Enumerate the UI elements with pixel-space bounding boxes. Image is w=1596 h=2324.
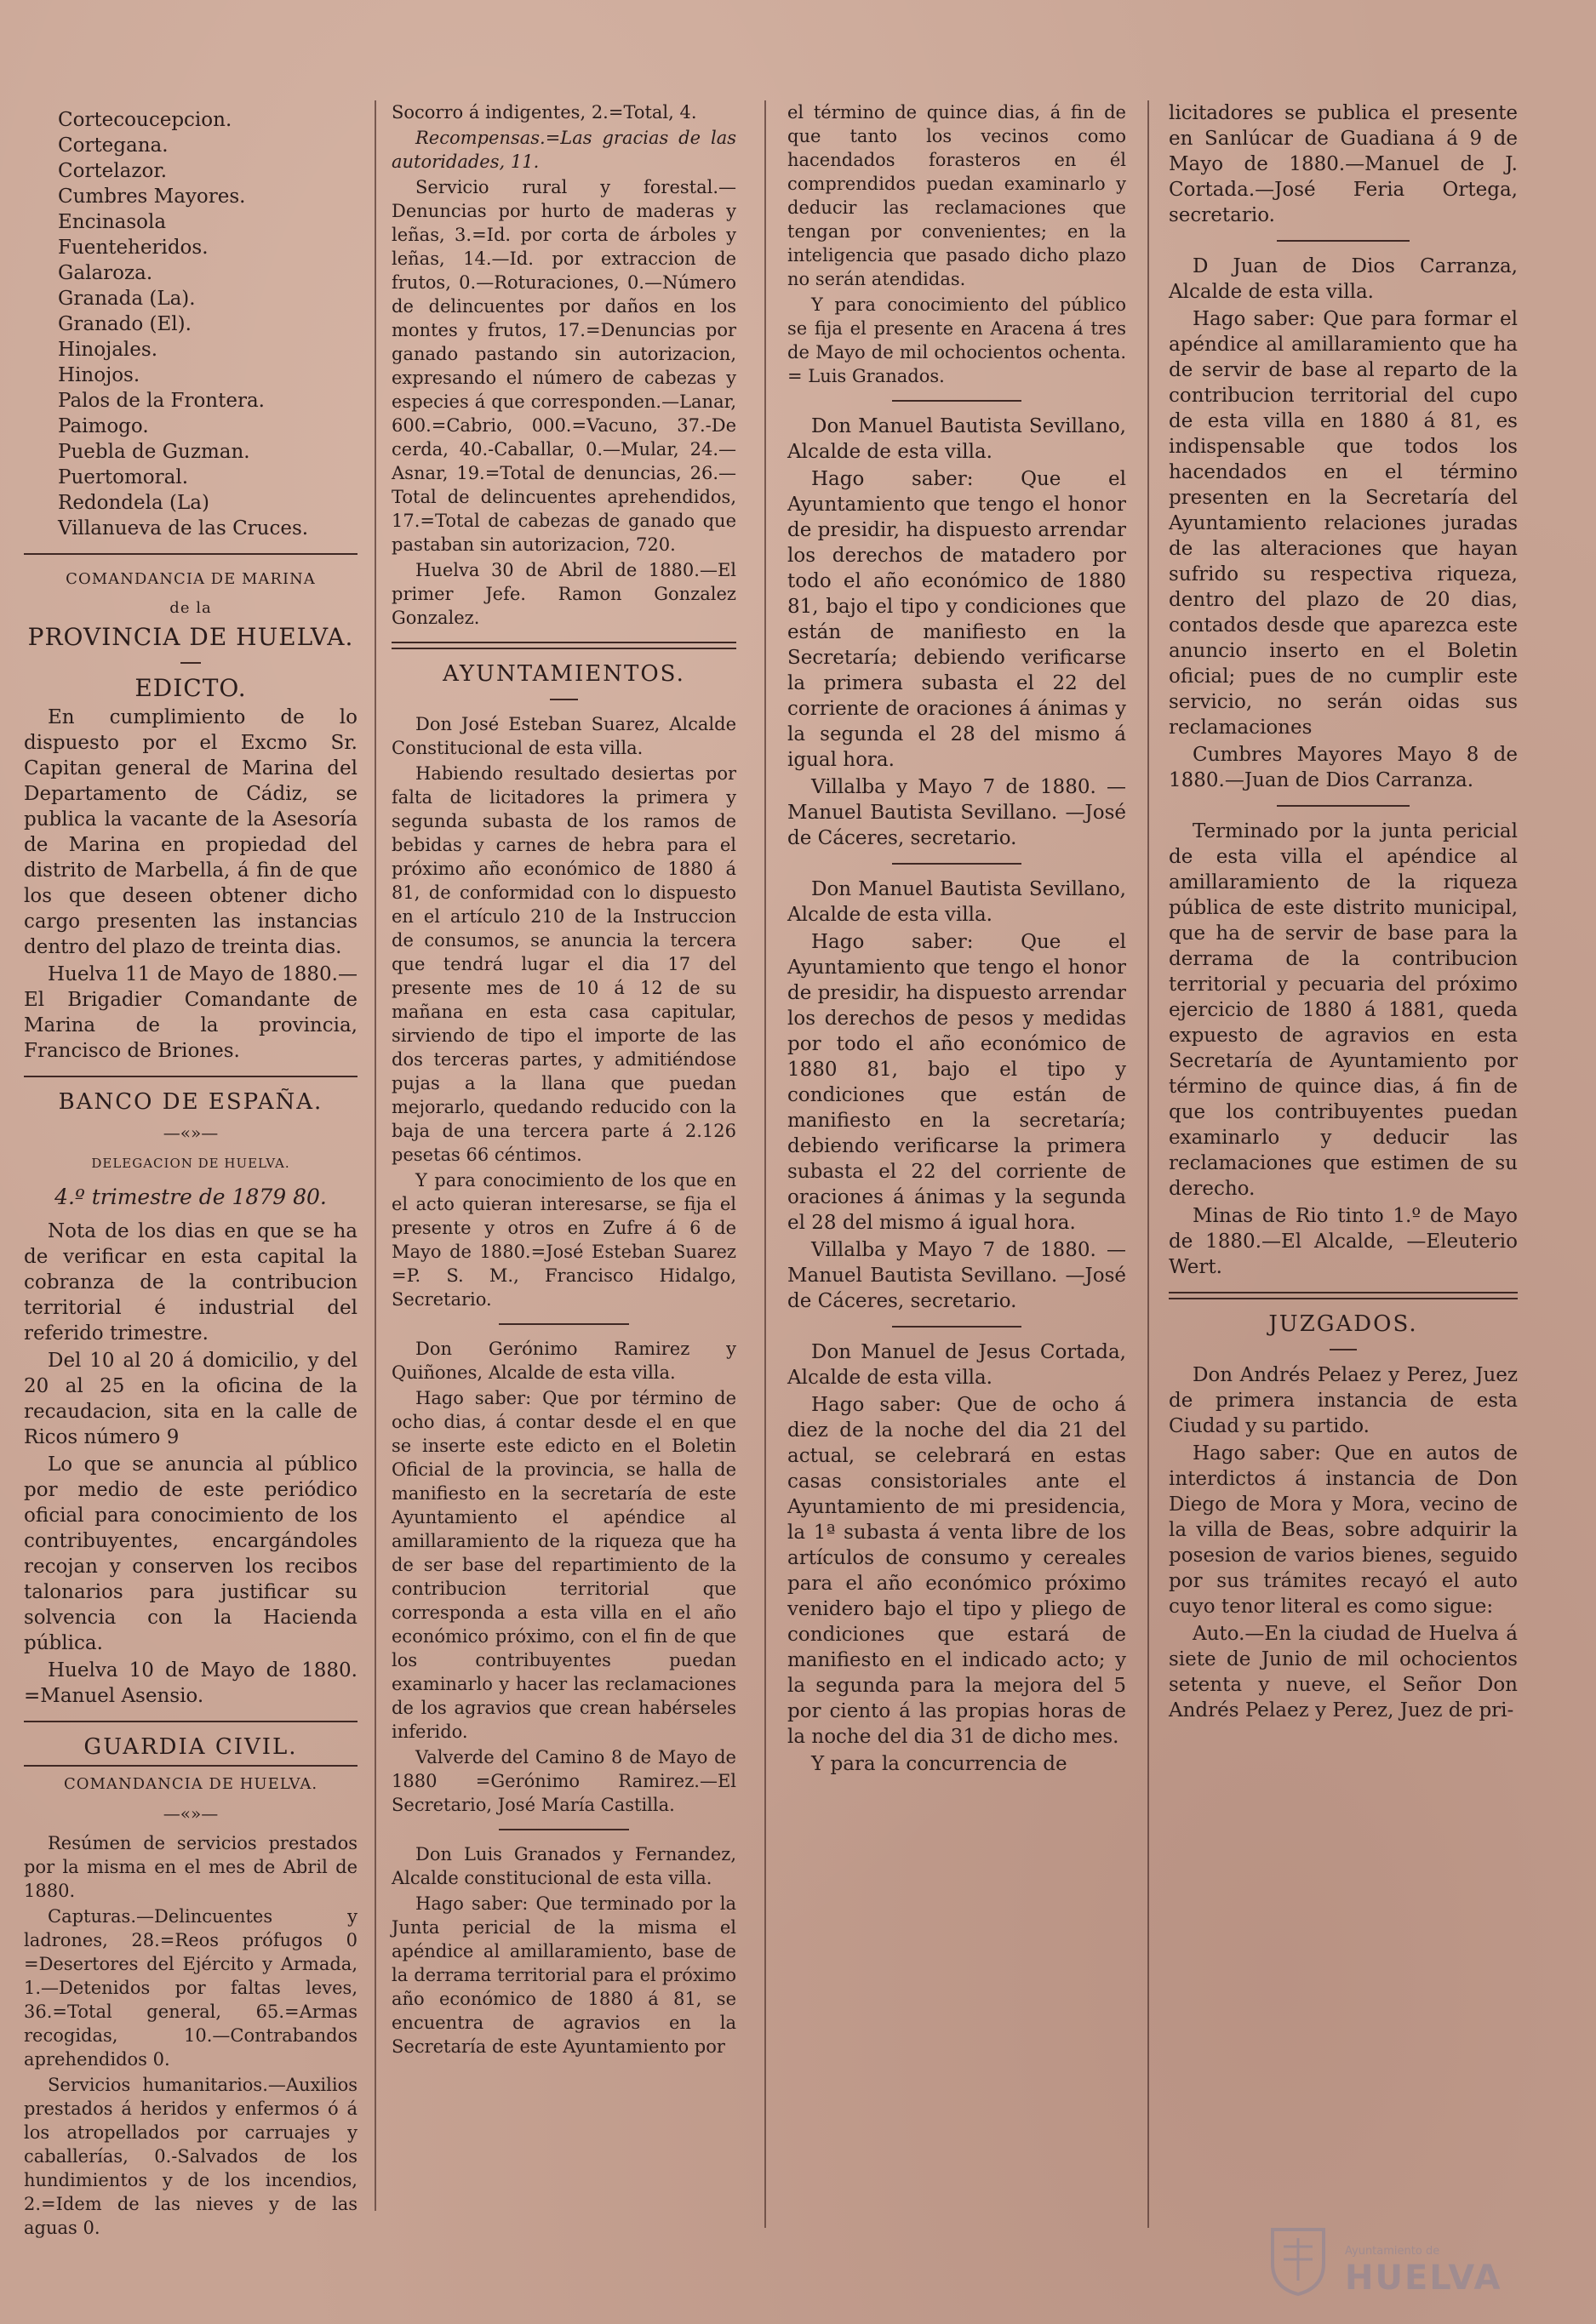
- paragraph: el término de quince dias, á fin de que tanto los vecinos como hacendados forasteros en él comprendidos puedan examinarlo y deducir las reclamaciones que tengan por convenientes; en la inteligencia que pasado dicho plazo no serán atendidas.: [787, 102, 1126, 289]
- list-item: Redondela (La): [58, 492, 209, 514]
- signature: Huelva 10 de Mayo de 1880. =Manuel Asensio.: [24, 1659, 358, 1707]
- list-item: Villanueva de las Cruces.: [58, 517, 309, 540]
- paragraph: Terminado por la junta pericial de esta villa el apéndice al amillaramiento de la riqueza pública de este distrito municipal, que ha de servir de base para la derrama de la contribucion territorial y pecuaria del próximo ejercicio de 1880 á 1881, queda expuesto de agravios en esta Secretaría de Ayuntamiento por término de quince dias, á fin de que los contribuyentes puedan examinarlo y deducir las reclamaciones que estimen de su derecho.: [1169, 820, 1518, 1200]
- notice-divider: [892, 400, 1021, 402]
- paragraph: Servicios humanitarios.—Auxilios prestados á heridos y enfermos ó á los atropellados por carruajes y caballerías, 0.-Salvados de los hundimientos y de los incendios, 2.=Idem de las nieves y de las aguas 0.: [24, 2075, 358, 2238]
- column-rule: [375, 100, 376, 2211]
- watermark-small-text: Ayuntamiento de: [1345, 2245, 1440, 2258]
- signature: Villalba y Mayo 7 de 1880. —Manuel Bautista Sevillano. —José de Cáceres, secretario.: [787, 776, 1126, 849]
- town-list: [58, 107, 358, 541]
- paragraph: Nota de los dias en que se ha de verificar en esta capital la cobranza de la contribucion territorial é industrial del referido trimestre.: [24, 1220, 358, 1345]
- notice-divider: [892, 863, 1021, 865]
- notice-heading: Don Manuel de Jesus Cortada, Alcalde de esta villa.: [787, 1341, 1126, 1389]
- signature: Y para conocimiento del público se fija el presente en Aracena á tres de Mayo de mil ochocientos ochenta. = Luis Granados.: [787, 294, 1126, 386]
- signature: Cumbres Mayores Mayo 8 de 1880.—Juan de Dios Carranza.: [1169, 744, 1518, 791]
- paragraph: Lo que se anuncia al público por medio de este periódico oficial para conocimiento de los contribuyentes, encargándoles recojan y conserven los recibos talonarios para justificar su solvencia con la Hacienda pública.: [24, 1453, 358, 1654]
- section-heading: JUZGADOS.: [1268, 1311, 1418, 1337]
- section-subheading: DELEGACION DE HUELVA.: [91, 1156, 290, 1171]
- list-item: Cortelazor.: [58, 160, 168, 182]
- paragraph: Y para la concurrencia de: [811, 1753, 1067, 1775]
- section-heading: AYUNTAMIENTOS.: [443, 661, 685, 687]
- paragraph: Socorro á indigentes, 2.=Total, 4.: [392, 102, 697, 123]
- ornament: —«»—: [163, 1803, 219, 1824]
- watermark-big-text: HUELVA: [1345, 2258, 1502, 2298]
- notice-heading: Don Gerónimo Ramirez y Quiñones, Alcalde de esta villa.: [392, 1339, 736, 1383]
- list-item: Fuenteheridos.: [58, 237, 209, 259]
- paragraph: licitadores se publica el presente en Sanlúcar de Guadiana á 9 de Mayo de 1880.—Manuel de J. Cortada.—José Feria Ortega, secretario.: [1169, 102, 1518, 226]
- paragraph: Recompensas.=Las gracias de las autoridades, 11.: [392, 128, 736, 172]
- notice-heading: Don Luis Granados y Fernandez, Alcalde constitucional de esta villa.: [392, 1844, 736, 1888]
- list-item: Cumbres Mayores.: [58, 186, 246, 208]
- edicto-title: EDICTO.: [134, 674, 247, 702]
- section-heading: BANCO DE ESPAÑA.: [58, 1089, 323, 1115]
- list-item: Paimogo.: [58, 415, 149, 437]
- paragraph: Hago saber: Que el Ayuntamiento que tengo el honor de presidir, ha dispuesto arrendar los derechos de matadero por todo el año económico de 1880 81, bajo el tipo y condiciones que están de manifiesto en la Secretaría; debiendo verificarse la primera subasta el 22 del corriente de oraciones á ánimas y la segunda el 28 del mismo á igual hora.: [787, 468, 1126, 771]
- ornament: —«»—: [163, 1122, 219, 1143]
- ornament-dash: [180, 662, 201, 664]
- paragraph: Hago saber: Que el Ayuntamiento que tengo el honor de presidir, ha dispuesto arrendar los derechos de pesos y medidas por todo el año económico de 1880 81, bajo el tipo y condiciones que están de manifiesto en la secretaría; debiendo verificarse la primera subasta el 22 del corriente de oraciones á ánimas y la segunda el 28 del mismo á igual hora.: [787, 931, 1126, 1234]
- column-2: [392, 100, 736, 2222]
- list-item: Hinojales.: [58, 339, 157, 361]
- signature: Y para conocimiento de los que en el acto quieran interesarse, se fija el presente y otros en Zufre á 6 de Mayo de 1880.=José Esteban Suarez =P. S. M., Francisco Hidalgo, Secretario.: [392, 1170, 736, 1310]
- notice-divider: [892, 1326, 1021, 1328]
- notice-heading: Don Manuel Bautista Sevillano, Alcalde de esta villa.: [787, 878, 1126, 926]
- paragraph: En cumplimiento de lo dispuesto por el Excmo Sr. Capitan general de Marina del Departamento de Cádiz, se publica la vacante de la Asesoría de Marina en propiedad del distrito de Marbella, á fin de que los que deseen obtener dicho cargo presenten las instancias dentro del plazo de treinta dias.: [24, 706, 358, 958]
- list-item: Cortegana.: [58, 134, 169, 157]
- notice-divider: [499, 1829, 630, 1830]
- list-item: Puertomoral.: [58, 466, 189, 488]
- paragraph: Del 10 al 20 á domicilio, y del 20 al 25 en la oficina de la recaudacion, sita en la calle de Ricos número 9: [24, 1350, 358, 1448]
- ornament-dash: [550, 699, 577, 700]
- section-divider: [392, 642, 736, 649]
- list-item: Puebla de Guzman.: [58, 441, 250, 463]
- ornament-dash: [1330, 1349, 1358, 1350]
- section-divider: [24, 553, 358, 555]
- column-rule: [764, 100, 766, 2228]
- notice-divider: [499, 1323, 630, 1325]
- list-item: Granado (El).: [58, 313, 192, 335]
- notice-divider: [1277, 240, 1410, 242]
- column-1: [24, 100, 358, 2238]
- column-4: [1169, 100, 1518, 2222]
- notice-heading: Don José Esteban Suarez, Alcalde Constitucional de esta villa.: [392, 714, 736, 758]
- notice-divider: [1277, 805, 1410, 807]
- list-item: Palos de la Frontera.: [58, 390, 265, 412]
- notice-heading: Don Manuel Bautista Sevillano, Alcalde de esta villa.: [787, 415, 1126, 463]
- signature: Valverde del Camino 8 de Mayo de 1880 =Gerónimo Ramirez.—El Secretario, José María Castilla.: [392, 1747, 736, 1815]
- signature: Huelva 11 de Mayo de 1880.—El Brigadier Comandante de Marina de la provincia, Francisco de Briones.: [24, 963, 358, 1062]
- section-divider: [24, 1765, 358, 1767]
- list-item: Granada (La).: [58, 288, 196, 310]
- paragraph: Servicio rural y forestal.—Denuncias por hurto de maderas y leñas, 3.=Id. por corta de árboles y leñas, 14.—Id. por extraccion de frutos, 0.—Roturaciones, 0.—Número de delincuentes por daños en los montes y frutos, 17.=Denuncias por ganado pastando sin autorizacion, expresando el número de cabezas y especies á que corresponden.—Lanar, 600.=Cabrio, 000.=Vacuno, 37.-De cerda, 40.-Caballar, 0.—Mular, 24.—Asnar, 19.=Total de denuncias, 26.—Total de delincuentes aprehendidos, 17.=Total de cabezas de ganado que pastaban sin autorizacion, 720.: [392, 177, 736, 555]
- paragraph: Hago saber: Que por término de ocho dias, á contar desde el en que se inserte este edicto en el Boletin Oficial de la provincia, se halla de manifiesto en la secretaría de este Ayuntamiento el apéndice al amillaramiento de la riqueza que ha de ser base del repartimiento de la contribucion territorial que corresponda a esta villa en el año económico próximo, con el fin de que los contribuyentes puedan examinarlo y hacer las reclamaciones de los agravios que crean habérseles inferido.: [392, 1388, 736, 1742]
- coat-of-arms-icon: [1260, 2221, 1336, 2298]
- signature: Huelva 30 de Abril de 1880.—El primer Jefe. Ramon Gonzalez Gonzalez.: [392, 560, 736, 628]
- list-item: Galaroza.: [58, 262, 153, 284]
- paragraph: Hago saber: Que para formar el apéndice al amillaramiento que ha de servir de base al reparto de la contribucion territorial del cupo de esta villa en 1880 á 81, es indispensable que todos los hacendados en el término presenten en la Secretaría del Ayuntamiento relaciones juradas de las alteraciones que hayan sufrido su respectiva riqueza, dentro del plazo de 20 dias, contados desde que aparezca este anuncio inserto en el Boletin oficial; pues de no cumplir este servicio, no serán oidas sus reclamaciones: [1169, 308, 1518, 739]
- section-heading: GUARDIA CIVIL.: [83, 1734, 298, 1760]
- column-3: [787, 100, 1126, 2222]
- paragraph: Hago saber: Que en autos de interdictos á instancia de Don Diego de Mora y Mora, vecino de la villa de Beas, sobre adquirir la posesion de varios bienes, seguido por sus trámites recayó el auto cuyo tenor literal es como sigue:: [1169, 1442, 1518, 1618]
- section-divider: [1169, 1292, 1518, 1299]
- paragraph: Capturas.—Delincuentes y ladrones, 28.=Reos prófugos 0 =Desertores del Ejército y Armada, 1.—Detenidos por faltas leves, 36.=Total general, 65.=Armas recogidas, 10.—Contrabandos aprehendidos 0.: [24, 1906, 358, 2070]
- paragraph: Hago saber: Que terminado por la Junta pericial de la misma el apéndice al amillaramiento, base de la derrama territorial para el próximo año económico de 1880 á 81, se encuentra de agravios en la Secretaría de este Ayuntamiento por: [392, 1893, 736, 2057]
- watermark-logo: [1260, 2221, 1541, 2306]
- section-divider: [24, 1076, 358, 1077]
- paragraph: Hago saber: Que de ocho á diez de la noche del dia 21 del actual, se celebrará en estas casas consistoriales ante el Ayuntamiento de mi presidencia, la 1ª subasta á venta libre de los artículos de consumo y cereales para el año económico próximo venidero bajo el tipo y pliego de condiciones que estará de manifiesto en el indicado acto; y la segunda para la mejora del 5 por ciento á las propias horas de la noche del dia 31 de dicho mes.: [787, 1394, 1126, 1748]
- signature: Villalba y Mayo 7 de 1880. —Manuel Bautista Sevillano. —José de Cáceres, secretario.: [787, 1239, 1126, 1312]
- list-item: Cortecoucepcion.: [58, 109, 232, 131]
- section-heading: PROVINCIA DE HUELVA.: [27, 623, 354, 651]
- section-heading: COMANDANCIA DE MARINA: [66, 570, 316, 588]
- trimester-label: 4.º trimestre de 1879 80.: [54, 1185, 327, 1209]
- paragraph: Resúmen de servicios prestados por la misma en el mes de Abril de 1880.: [24, 1833, 358, 1901]
- section-subheading: COMANDANCIA DE HUELVA.: [63, 1775, 318, 1793]
- signature: Minas de Rio tinto 1.º de Mayo de 1880.—El Alcalde, —Eleuterio Wert.: [1169, 1205, 1518, 1278]
- notice-heading: D Juan de Dios Carranza, Alcalde de esta villa.: [1169, 255, 1518, 303]
- list-item: Hinojos.: [58, 364, 140, 386]
- column-rule: [1147, 100, 1149, 2228]
- section-divider: [24, 1721, 358, 1722]
- notice-heading: Don Andrés Pelaez y Perez, Juez de primera instancia de esta Ciudad y su partido.: [1169, 1364, 1518, 1437]
- section-heading: de la: [169, 599, 212, 617]
- list-item: Encinasola: [58, 211, 167, 233]
- paragraph: Habiendo resultado desiertas por falta de licitadores la primera y segunda subasta de los ramos de bebidas y carnes de hebra para el próximo año económico de 1880 á 81, de conformidad con lo dispuesto en el artículo 210 de la Instruccion de consumos, se anuncia la tercera que tendrá lugar el dia 17 del presente mes de 10 á 12 de su mañana en esta casa capitular, sirviendo de tipo el importe de las dos terceras partes, y admitiéndose pujas a la llana que puedan mejorarlo, quedando reducido con la baja de una tercera parte á 2.126 pesetas 66 céntimos.: [392, 763, 736, 1165]
- paragraph: Auto.—En la ciudad de Huelva á siete de Junio de mil ochocientos setenta y nueve, el Señor Don Andrés Pelaez y Perez, Juez de pri-: [1169, 1623, 1518, 1722]
